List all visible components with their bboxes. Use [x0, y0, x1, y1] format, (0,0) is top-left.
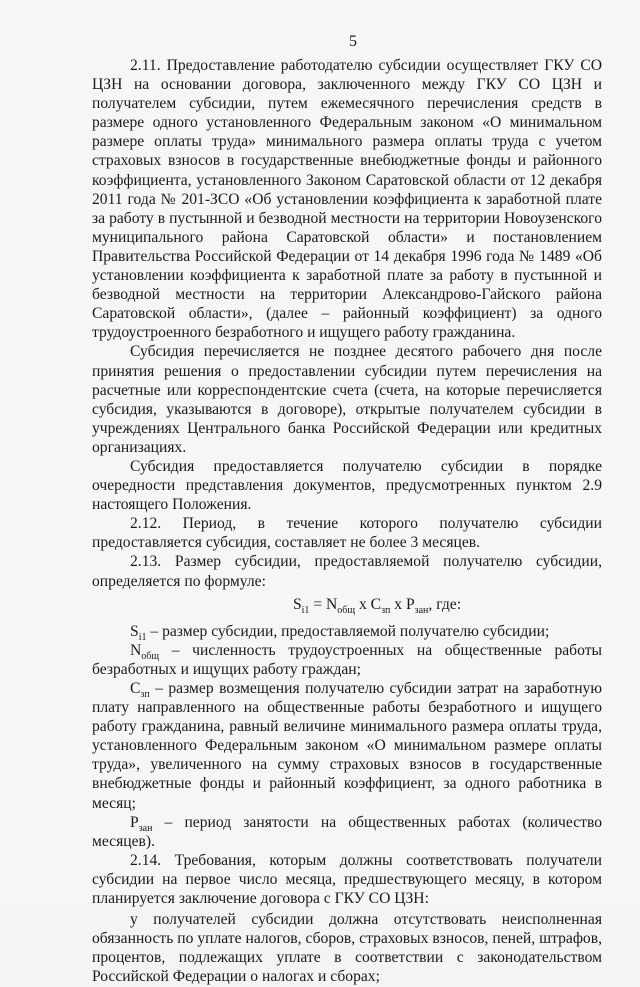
paragraph-2-11: 2.11. Предоставление работодателю субсидии осуществляет ГКУ СО ЦЗН на основании договора, заключенного между ГКУ СО ЦЗН и получателем субсидии, путем ежемесячного перечисления средств в размере одного установленного Федеральным законом «О минимальном размере оплаты труда» минимального размера оплаты труда с учетом страховых взносов в государственные внебюджетные фонды и районного коэффициента, установленного Законом Саратовской области от 12 декабря 2011 года № 201-ЗСО «Об установлении коэффициента к заработной плате за работу в пустынной и безводной местности на территории Новоузенского муниципального района Саратовской области» и постановлением Правительства Российской Федерации от 14 декабря 1996 года № 1489 «Об установлении коэффициента к заработной плате за работу в пустынной и безводной местности на территории Александрово-Гайского района Саратовской области», (далее – районный коэффициент) за одного трудоустроенного безработного и ищущего работу гражданина. [92, 57, 602, 342]
paragraph-2-14: 2.14. Требования, которым должны соответствовать получатели субсидии на первое число месяца, предшествующего месяцу, в котором планируется заключение договора с ГКУ СО ЦЗН: [92, 851, 602, 908]
paragraph-order: Субсидия предоставляется получателю субсидии в порядке очередности представления документов, предусмотренных пунктом 2.9 настоящего Положения. [92, 457, 602, 514]
page-number: 5 [349, 33, 357, 50]
definition-n: $N_{общ}$ – численность трудоустроенных на общественные работы безработных и ищущих работу граждан; [92, 641, 602, 678]
paragraph-transfer-terms: Субсидия перечисляется не позднее десятого рабочего дня после принятия решения о предоставлении субсидии путем перечисления на расчетные или корреспондентские счета (счета, на которые перечисляется субсидия, указываются в договоре), открытые получателем субсидии в учреждениях Центрального банка Российской Федерации или кредитных организациях. [92, 343, 602, 456]
paragraph-tax-requirement: у получателей субсидии должна отсутствовать неисполненная обязанность по уплате налогов, сборов, страховых взносов, пеней, штрафов, процентов, подлежащих уплате в соответствии с законодательством Российской Федерации о налогах и сборах; [92, 911, 602, 986]
subsidy-formula: $S_{i1} = N_{общ}$ x $С_{зп}$ x $Р_{зан}$, где: [292, 595, 462, 616]
definition-c: $С_{зп}$ – размер возмещения получателю субсидии затрат на заработную плату направленного на общественные работы безработного и ищущего работу гражданина, равный величине минимального размера оплаты труда, установленного Федеральным законом «О минимальном размере оплаты труда», увеличенного на сумму страховых взносов в государственные внебюджетные фонды и районный коэффициент, за одного работника в месяц; [92, 680, 602, 812]
definition-p: $Р_{зан}$ – период занятости на общественных работах (количество месяцев). [92, 813, 602, 850]
definition-s: $S_{i1}$ – размер субсидии, предоставляемой получателю субсидии; [130, 622, 550, 643]
paragraph-2-13: 2.13. Размер субсидии, предоставляемой получателю субсидии, определяется по формуле: [92, 553, 602, 590]
paragraph-2-12: 2.12. Период, в течение которого получателю субсидии предоставляется субсидия, составляет не более 3 месяцев. [92, 515, 602, 552]
